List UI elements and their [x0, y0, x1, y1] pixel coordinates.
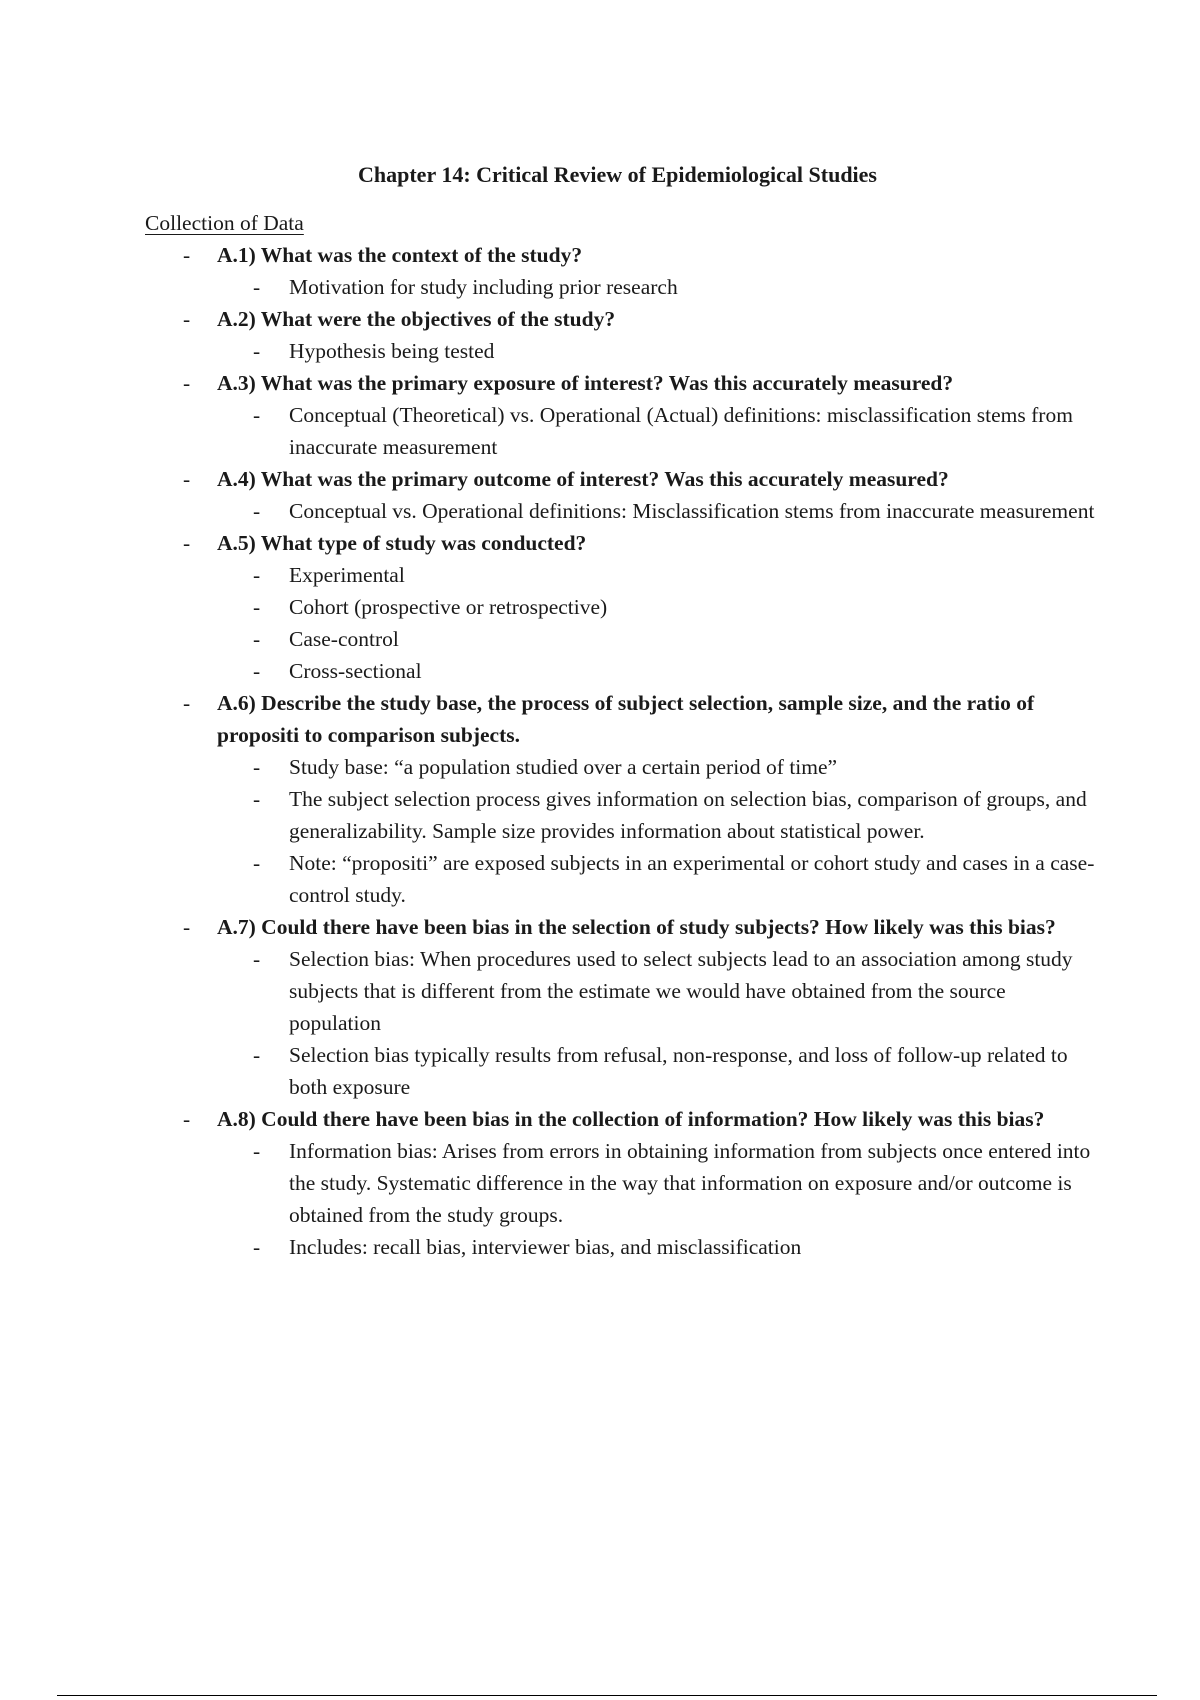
- point-text: Note: “propositi” are exposed subjects in an experimental or cohort study and cases in a case-control study.: [289, 851, 1095, 907]
- question-item: [145, 911, 1095, 1103]
- question-text: A.7) Could there have been bias in the selection of study subjects? How likely was this bias?: [217, 915, 1056, 939]
- point-item: [217, 783, 1095, 847]
- point-text: Information bias: Arises from errors in obtaining information from subjects once entered into the study. Systematic difference in the way that information on exposure and/or outcome is obtained from the study groups.: [289, 1139, 1091, 1227]
- point-text: Conceptual vs. Operational definitions: Misclassification stems from inaccurate measurement: [289, 499, 1095, 523]
- bullet-dash: -: [253, 659, 261, 683]
- point-item: [217, 335, 1095, 367]
- bullet-dash: -: [253, 275, 261, 299]
- bullet-dash: -: [183, 467, 191, 491]
- question-text: A.6) Describe the study base, the process of subject selection, sample size, and the ratio of propositi to comparison subjects.: [217, 691, 1035, 747]
- page-title: Chapter 14: Critical Review of Epidemiological Studies: [358, 161, 877, 187]
- bullet-dash: -: [183, 307, 191, 331]
- point-list: [217, 559, 1095, 687]
- point-text: Hypothesis being tested: [289, 339, 495, 363]
- question-item: [145, 239, 1095, 303]
- point-list: [217, 335, 1095, 367]
- point-item: [217, 1039, 1095, 1103]
- point-text: Experimental: [289, 563, 405, 587]
- question-item: [145, 1103, 1095, 1263]
- point-list: [217, 399, 1095, 463]
- point-item: [217, 751, 1095, 783]
- point-item: [217, 1231, 1095, 1263]
- question-text: A.5) What type of study was conducted?: [217, 531, 587, 555]
- point-text: Motivation for study including prior research: [289, 275, 678, 299]
- point-item: [217, 623, 1095, 655]
- point-item: [217, 271, 1095, 303]
- question-text: A.2) What were the objectives of the study?: [217, 307, 616, 331]
- point-text: Cohort (prospective or retrospective): [289, 595, 608, 619]
- bullet-dash: -: [253, 851, 261, 875]
- point-item: [217, 399, 1095, 463]
- question-text: A.8) Could there have been bias in the collection of information? How likely was this bias?: [217, 1107, 1045, 1131]
- point-item: [217, 495, 1095, 527]
- point-item: [217, 943, 1095, 1039]
- point-list: [217, 943, 1095, 1103]
- bullet-dash: -: [253, 595, 261, 619]
- question-text: A.3) What was the primary exposure of interest? Was this accurately measured?: [217, 371, 954, 395]
- bullet-dash: -: [183, 243, 191, 267]
- question-list: [145, 239, 1095, 1263]
- bullet-dash: -: [253, 947, 261, 971]
- point-list: [217, 495, 1095, 527]
- point-text: Selection bias typically results from refusal, non-response, and loss of follow-up related to both exposure: [289, 1043, 1068, 1099]
- bullet-dash: -: [183, 531, 191, 555]
- point-item: [217, 1135, 1095, 1231]
- bullet-dash: -: [253, 499, 261, 523]
- question-item: [145, 303, 1095, 367]
- question-item: [145, 527, 1095, 687]
- point-list: [217, 271, 1095, 303]
- footer-rule: [57, 1695, 1157, 1696]
- bullet-dash: -: [253, 403, 261, 427]
- point-item: [217, 847, 1095, 911]
- document-body: [145, 207, 1095, 1263]
- point-text: Selection bias: When procedures used to select subjects lead to an association among study subjects that is different from the estimate we would have obtained from the source population: [289, 947, 1073, 1035]
- point-item: [217, 655, 1095, 687]
- bullet-dash: -: [253, 1043, 261, 1067]
- point-text: Cross-sectional: [289, 659, 422, 683]
- bullet-dash: -: [183, 691, 191, 715]
- point-text: Study base: “a population studied over a certain period of time”: [289, 755, 838, 779]
- bullet-dash: -: [183, 915, 191, 939]
- question-item: [145, 687, 1095, 911]
- bullet-dash: -: [183, 1107, 191, 1131]
- bullet-dash: -: [253, 755, 261, 779]
- bullet-dash: -: [183, 371, 191, 395]
- section-heading: Collection of Data: [145, 211, 304, 235]
- question-text: A.1) What was the context of the study?: [217, 243, 583, 267]
- point-text: Conceptual (Theoretical) vs. Operational (Actual) definitions: misclassification stems from inaccurate measurement: [289, 403, 1073, 459]
- point-list: [217, 751, 1095, 911]
- bullet-dash: -: [253, 627, 261, 651]
- point-text: The subject selection process gives information on selection bias, comparison of groups, and generalizability. Sample size provides information about statistical power.: [289, 787, 1087, 843]
- point-item: [217, 559, 1095, 591]
- bullet-dash: -: [253, 1139, 261, 1163]
- question-item: [145, 463, 1095, 527]
- point-text: Includes: recall bias, interviewer bias, and misclassification: [289, 1235, 802, 1259]
- question-text: A.4) What was the primary outcome of interest? Was this accurately measured?: [217, 467, 949, 491]
- point-list: [217, 1135, 1095, 1263]
- bullet-dash: -: [253, 1235, 261, 1259]
- bullet-dash: -: [253, 563, 261, 587]
- bullet-dash: -: [253, 339, 261, 363]
- point-text: Case-control: [289, 627, 399, 651]
- question-item: [145, 367, 1095, 463]
- point-item: [217, 591, 1095, 623]
- bullet-dash: -: [253, 787, 261, 811]
